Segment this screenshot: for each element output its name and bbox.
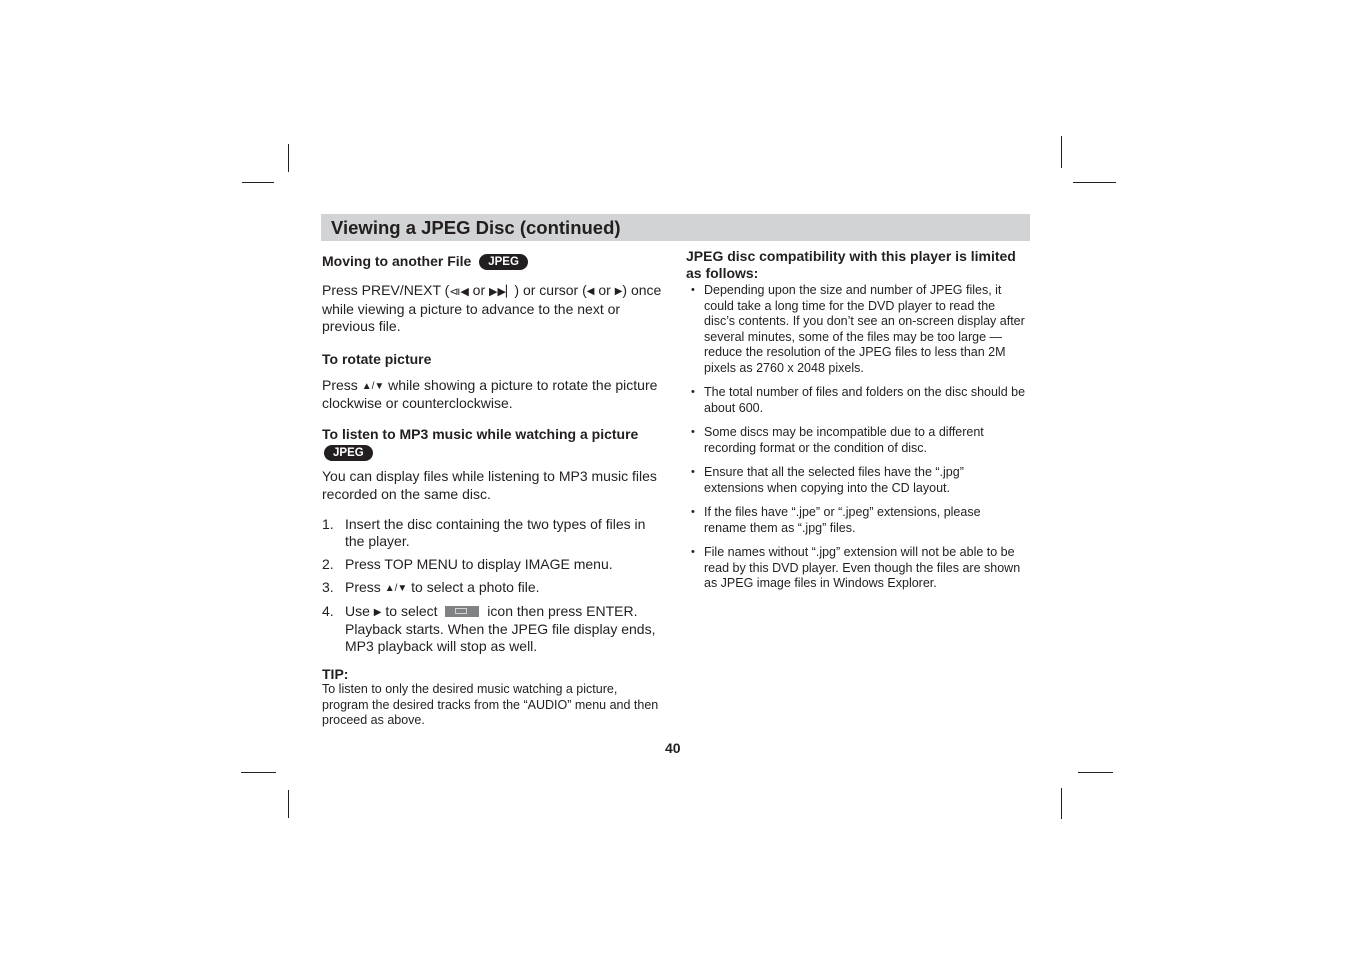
crop-mark — [1078, 772, 1113, 773]
crop-mark — [242, 182, 274, 183]
moving-text — [322, 282, 662, 335]
list-item — [322, 603, 662, 655]
list-item — [322, 556, 662, 573]
step-number: 2. — [322, 556, 334, 572]
step-number: 1. — [322, 516, 334, 532]
page-title: Viewing a JPEG Disc (continued) — [331, 217, 621, 238]
tip-label: TIP: — [322, 666, 349, 682]
right-arrow-icon: ▶ — [373, 607, 382, 618]
left-arrow-icon: ◀ — [586, 286, 595, 297]
list-item — [322, 516, 662, 550]
moving-heading — [322, 252, 662, 270]
step-text-pre: Press — [345, 579, 385, 595]
moving-text-or2: or — [594, 282, 615, 298]
crop-mark — [1061, 136, 1062, 168]
crop-mark — [241, 772, 276, 773]
bullet-icon: • — [691, 284, 695, 296]
list-item — [686, 283, 1026, 376]
compat-list — [686, 283, 1026, 592]
compat-item-text: The total number of files and folders on the disc should be about 600. — [704, 385, 1026, 415]
list-item — [322, 579, 662, 597]
crop-mark — [1061, 788, 1062, 819]
step-text: Press TOP MENU to display IMAGE menu. — [345, 556, 613, 572]
compat-item-text: Some discs may be incompatible due to a different recording format or the condition of disc. — [704, 425, 984, 455]
compat-item-text: Depending upon the size and number of JPEG files, it could take a long time for the DVD player to read the disc’s contents. If you don’t see an on-screen display after several minutes, some of the files may be too large — reduce the resolution of the JPEG files to less than 2M pixels as 2760 x 2048 pixels. — [704, 283, 1025, 375]
step-text-mid: to select — [381, 603, 442, 619]
step-text: Insert the disc containing the two types of files in the player. — [345, 516, 646, 549]
step-text-pre: Use — [345, 603, 374, 619]
crop-mark — [1073, 182, 1116, 183]
crop-mark — [288, 790, 289, 818]
rotate-text-2: while showing a picture to rotate the picture clockwise or counterclockwise. — [322, 377, 658, 411]
mp3-heading — [322, 425, 662, 461]
compat-heading: JPEG disc compatibility with this player is limited as follows: — [686, 248, 1016, 281]
list-item — [686, 465, 1026, 496]
bullet-icon: • — [691, 466, 695, 478]
moving-text-2: ) or cursor ( — [514, 282, 587, 298]
up-down-arrow-icon: ▲/▼ — [361, 381, 385, 392]
rotate-text — [322, 377, 662, 412]
step-number: 3. — [322, 579, 334, 595]
rotate-text-1: Press — [322, 377, 362, 393]
mp3-intro: You can display files while listening to MP3 music files recorded on the same disc. — [322, 468, 657, 502]
moving-text-1: Press PREV/NEXT ( — [322, 282, 450, 298]
tip-text: To listen to only the desired music watching a picture, program the desired tracks from the “AUDIO” menu and then proceed as above. — [322, 682, 659, 727]
moving-heading-text: Moving to another File — [322, 253, 472, 269]
mp3-heading-text: To listen to MP3 music while watching a picture — [322, 426, 639, 442]
title-bar — [321, 214, 1030, 241]
list-item — [686, 545, 1026, 592]
list-item — [686, 425, 1026, 456]
crop-mark — [288, 144, 289, 172]
right-column — [686, 248, 1026, 592]
page-number: 40 — [665, 740, 681, 756]
step-text-post: icon then press ENTER. Playback starts. When the JPEG file display ends, MP3 playback will stop as well. — [345, 603, 656, 654]
compat-item-text: If the files have “.jpe” or “.jpeg” extensions, please rename them as “.jpg” files. — [704, 505, 981, 535]
moving-text-3: ) once while viewing a picture to advance to the next or previous file. — [322, 282, 662, 334]
jpeg-badge: JPEG — [479, 254, 528, 270]
prev-icon: ⧏◀ — [449, 286, 469, 298]
step-number: 4. — [322, 603, 334, 619]
compat-item-text: Ensure that all the selected files have the “.jpg” extensions when copying into the CD layout. — [704, 465, 964, 495]
bullet-icon: • — [691, 426, 695, 438]
rotate-heading: To rotate picture — [322, 351, 432, 367]
right-arrow-icon: ▶ — [614, 286, 623, 297]
bullet-icon: • — [691, 506, 695, 518]
list-item — [686, 505, 1026, 536]
compat-item-text: File names without “.jpg” extension will not be able to be read by this DVD player. Even though the files are shown as JPEG image files in Windows Explorer. — [704, 545, 1021, 590]
moving-text-or: or — [468, 282, 490, 298]
step-text-post: to select a photo file. — [407, 579, 540, 595]
bullet-icon: • — [691, 546, 695, 558]
left-column — [322, 252, 662, 729]
mp3-steps — [322, 516, 662, 655]
image-menu-icon — [445, 606, 479, 617]
up-down-arrow-icon: ▲/▼ — [384, 583, 408, 594]
jpeg-badge: JPEG — [324, 445, 373, 461]
bullet-icon: • — [691, 386, 695, 398]
next-icon: ▶▶▏ — [489, 286, 515, 298]
list-item — [686, 385, 1026, 416]
